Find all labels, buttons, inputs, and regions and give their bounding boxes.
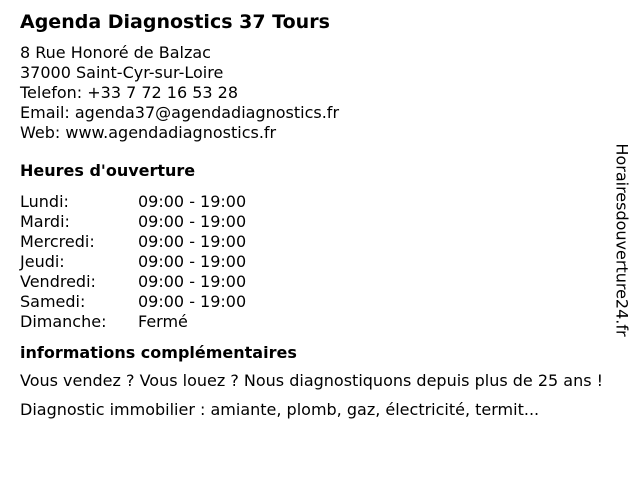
business-card: [20, 10, 610, 428]
address-street: 8 Rue Honoré de Balzac: [20, 43, 211, 62]
hours-time: Fermé: [138, 312, 188, 331]
hours-row: [20, 232, 610, 252]
hours-day: Mardi:: [20, 212, 70, 231]
hours-row: [20, 212, 610, 232]
hours-row: [20, 192, 610, 212]
hours-row: [20, 292, 610, 312]
info-paragraph-1: Vous vendez ? Vous louez ? Nous diagnostiquons depuis plus de 25 ans !: [20, 371, 604, 390]
hours-day: Mercredi:: [20, 232, 95, 251]
hours-day: Dimanche:: [20, 312, 107, 331]
hours-day: Lundi:: [20, 192, 69, 211]
hours-day: Samedi:: [20, 292, 86, 311]
opening-hours-table: [20, 192, 610, 332]
hours-time: 09:00 - 19:00: [138, 192, 247, 211]
address-city: 37000 Saint-Cyr-sur-Loire: [20, 63, 224, 82]
site-watermark[interactable]: Horairesdouverture24.fr: [612, 143, 632, 337]
hours-time: 09:00 - 19:00: [138, 292, 247, 311]
opening-hours-heading: Heures d'ouverture: [20, 161, 196, 180]
business-name: Agenda Diagnostics 37 Tours: [20, 11, 330, 33]
phone-line[interactable]: Telefon: +33 7 72 16 53 28: [20, 83, 239, 102]
hours-row: [20, 312, 610, 332]
web-line[interactable]: Web: www.agendadiagnostics.fr: [20, 123, 277, 142]
hours-time: 09:00 - 19:00: [138, 212, 247, 231]
hours-day: Jeudi:: [20, 252, 65, 271]
hours-time: 09:00 - 19:00: [138, 272, 247, 291]
hours-time: 09:00 - 19:00: [138, 232, 247, 251]
info-paragraph-2: Diagnostic immobilier : amiante, plomb, gaz, électricité, termit...: [20, 400, 540, 419]
hours-day: Vendredi:: [20, 272, 96, 291]
hours-time: 09:00 - 19:00: [138, 252, 247, 271]
hours-row: [20, 252, 610, 272]
hours-row: [20, 272, 610, 292]
email-line[interactable]: Email: agenda37@agendadiagnostics.fr: [20, 103, 340, 122]
info-heading: informations complémentaires: [20, 343, 297, 362]
